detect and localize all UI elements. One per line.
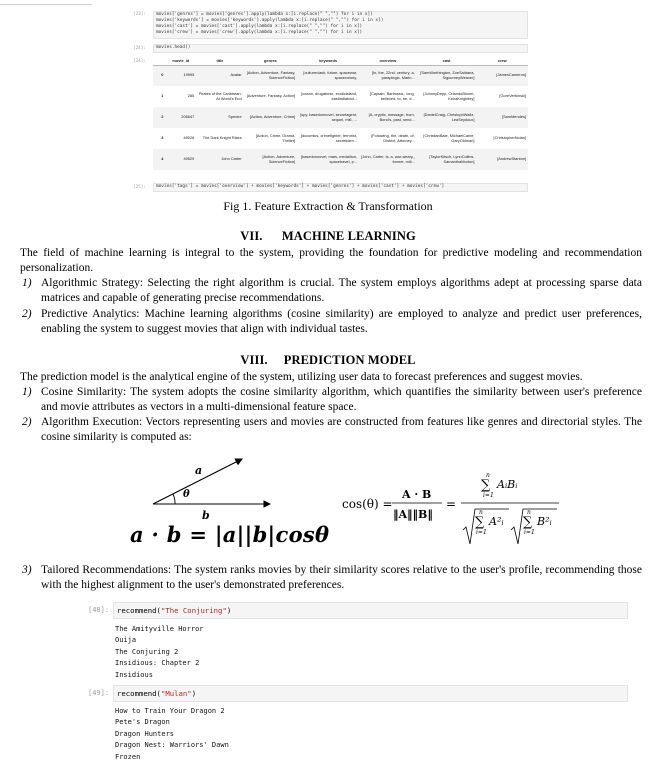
table-cell: 0	[153, 65, 165, 86]
table-row	[153, 65, 528, 86]
formula-denominator: ‖A‖‖B‖	[393, 508, 433, 521]
list-text: Algorithmic Strategy: Selecting the right algorithm is crucial. The system employs algorithms adept at processing sparse data matrices and capable of generating precise recommendations.	[41, 277, 642, 304]
table-cell: [In, the, 22nd, century, a, paraplegic, Marin...	[359, 65, 417, 86]
code-string: "Mulan"	[160, 689, 192, 698]
formula-numerator: A · B	[402, 488, 432, 501]
sum-term: AᵢBᵢ	[497, 478, 518, 491]
table-cell: [DanielCraig, ChristophWaltz, LeaSeydoux]	[417, 107, 477, 128]
table-cell: [John, Carter, is, a, war-weary,, former, mili...	[359, 149, 417, 170]
feature-extraction-figure	[133, 8, 528, 193]
table-cell: 4	[153, 149, 165, 170]
svg-text:i=1: i=1	[524, 529, 535, 536]
column-header: crew	[476, 57, 528, 65]
cell-output	[115, 706, 655, 763]
table-cell: [Action, Adventure, Fantasy, ScienceFiction]	[244, 65, 298, 86]
list-item	[22, 385, 642, 414]
formula-lhs: cos(θ) =	[342, 497, 393, 511]
table-cell: [Captain, Barbossa,, long, believed, to, be, d...	[369, 90, 415, 101]
cell-prompt: [23]:	[133, 12, 146, 17]
table-cell: [A, cryptic, message, from, Bond's, past, send...	[359, 107, 417, 128]
table-cell: [ocean, drugabuse, exoticisland, eastindiatrad...	[301, 90, 358, 101]
column-header	[153, 57, 165, 65]
sum-lower-limit: i=1	[483, 492, 494, 499]
code-function: recommend(	[117, 689, 161, 698]
output-line: Ouija	[115, 636, 137, 645]
cell-prompt: [24]:	[133, 46, 146, 51]
list-number: 3)	[22, 564, 32, 576]
list-item	[22, 415, 642, 444]
section-heading: VII. MACHINE LEARNING	[240, 229, 416, 243]
table-row	[153, 107, 528, 128]
code-function: )	[191, 689, 197, 698]
output-line: The Conjuring 2	[115, 647, 179, 656]
cosine-similarity-formula	[335, 468, 560, 550]
output-prompt: [24]:	[133, 59, 146, 64]
table-cell: [GoreVerbinski]	[499, 93, 526, 99]
svg-text:A²ᵢ: A²ᵢ	[489, 515, 504, 528]
output-line: Dragon Nest: Warriors' Dawn	[115, 741, 229, 750]
svg-text:i=1: i=1	[476, 529, 487, 536]
table-cell: John Carter	[196, 149, 243, 170]
code-function: recommend(	[117, 606, 161, 615]
list-item	[22, 563, 642, 592]
cell-output	[115, 624, 655, 681]
table-row	[153, 86, 528, 107]
column-header: overview	[359, 57, 417, 65]
table-cell: [basedonnovel, mars, medallion, spacetravel, p...	[297, 149, 359, 170]
code-string: "The Conjuring"	[160, 606, 227, 615]
table-cell: Pirates of the Caribbean: At World's End	[198, 90, 242, 101]
cell-prompt: [48]:	[88, 606, 110, 614]
column-header: cast	[417, 57, 477, 65]
code-cell	[153, 183, 528, 192]
svg-text:n: n	[479, 509, 483, 516]
list-number: 2)	[22, 308, 32, 320]
table-cell: Avatar	[196, 65, 243, 86]
table-cell: 1	[161, 93, 164, 99]
dot-product-formula: a · b = |a||b|cosθ	[130, 522, 330, 547]
paragraph: The field of machine learning is integral to the system, providing the foundation for predictive modeling and recommendation personalization.	[20, 247, 642, 274]
output-line: Insidious	[115, 670, 153, 679]
vector-a-label: a	[195, 464, 203, 477]
table-cell: [ChristianBale, MichaelCaine, GaryOldman]	[423, 132, 475, 143]
cell-prompt: [49]:	[88, 689, 110, 697]
list-item	[22, 276, 642, 305]
column-header: keywords	[297, 57, 359, 65]
output-line: Pete's Dragon	[115, 718, 170, 727]
table-cell: 49026	[183, 135, 195, 141]
figure-caption: Fig 1. Feature Extraction & Transformation	[223, 199, 433, 213]
table-cell: 3	[161, 135, 164, 141]
table-row	[153, 128, 528, 149]
table-cell: [Action, Adventure, Crime]	[244, 107, 298, 128]
table-cell: Spectre	[196, 107, 243, 128]
code-line: movies['genres'] = movies['genres'].apply(lambda x:[i.replace(" ","") for i in x])	[156, 12, 373, 17]
table-cell: [SamMendes]	[476, 107, 528, 128]
cell-prompt: [25]:	[133, 185, 146, 190]
column-header: title	[196, 57, 243, 65]
table-cell: [Following, the, death, of, District, Attorney...	[371, 132, 415, 143]
sum-symbol: ∑	[481, 478, 491, 493]
svg-text:∑: ∑	[475, 515, 485, 530]
paragraph: The prediction model is the analytical engine of the system, utilizing user data to forecast preferences and suggest movies.	[20, 371, 583, 383]
column-header: genres	[244, 57, 298, 65]
code-line: movies.head()	[156, 45, 191, 50]
code-cell[interactable]	[113, 685, 628, 702]
vector-b-label: b	[202, 509, 210, 522]
table-cell: [ChristopherNolan]	[493, 135, 526, 141]
top-rule	[0, 0, 92, 5]
list-number: 1)	[22, 386, 32, 398]
table-cell: [dccomics, crimefighter, terrorist, secretiden...	[301, 132, 358, 143]
table-cell: [Adventure, Fantasy, Action]	[246, 93, 296, 99]
column-header: movie_id	[165, 57, 196, 65]
table-cell: [AndrewStanton]	[476, 149, 528, 170]
list-text: Cosine Similarity: The system adopts the cosine similarity algorithm, which quantifies the similarity between user's preference and movie attributes as vectors in a multi-dimensional feature space.	[41, 386, 642, 413]
code-line: movies['cast'] = movies['cast'].apply(lambda x:[i.replace(" ","") for i in x])	[156, 24, 363, 29]
table-cell: [Action, Crime, Drama, Thriller]	[255, 132, 296, 143]
table-cell: [JohnnyDepp, OrlandoBloom, KeiraKnightley]	[423, 90, 475, 101]
code-cell	[153, 11, 528, 39]
sum-upper-limit: n	[486, 472, 490, 479]
dataframe-table	[153, 57, 528, 170]
theta-label: θ	[183, 489, 190, 500]
code-cell	[153, 44, 528, 53]
table-cell: [spy, basedonnovel, secretagent, sequel, mi6, ...	[297, 107, 359, 128]
table-cell: 285	[187, 93, 195, 99]
table-cell: [SamWorthington, ZoeSaldana, SigourneyWeaver]	[417, 65, 477, 86]
table-cell: The Dark Knight Rises	[202, 135, 242, 141]
svg-text:B²ᵢ: B²ᵢ	[537, 515, 552, 528]
table-cell: 19995	[165, 65, 196, 86]
list-text: Tailored Recommendations: The system ranks movies by their similarity scores relative to the user's profile, recommending those with the highest alignment to the user's demonstrated preferences.	[41, 564, 642, 591]
svg-text:∑: ∑	[523, 515, 533, 530]
table-cell: [JamesCameron]	[476, 65, 528, 86]
output-line: Dragon Hunters	[115, 729, 175, 738]
list-item	[22, 307, 642, 336]
list-number: 1)	[22, 277, 32, 289]
table-cell: 49529	[165, 149, 196, 170]
output-line: How to Train Your Dragon 2	[115, 707, 225, 715]
output-line: The Amityville Horror	[115, 625, 204, 633]
table-cell: [TaylorKitsch, LynnCollins, SamanthaMorton]	[417, 149, 477, 170]
table-row	[153, 149, 528, 170]
svg-text:n: n	[527, 509, 531, 516]
table-cell: [cultureclash, future, spacewar, spacecolony,	[297, 65, 359, 86]
section-heading: VIII. PREDICTION MODEL	[240, 353, 416, 367]
list-number: 2)	[22, 416, 32, 428]
table-cell: [Action, Adventure, ScienceFiction]	[244, 149, 298, 170]
formula-equals: =	[446, 497, 457, 511]
list-text: Predictive Analytics: Machine learning algorithms (cosine similarity) are employed to analyze and predict user preferences, enabling the system to suggest movies that align with individual tastes.	[41, 308, 642, 335]
output-line: Frozen	[115, 752, 141, 761]
output-line: Insidious: Chapter 2	[115, 659, 200, 668]
code-line: movies['crew'] = movies['crew'].apply(lambda x:[i.replace(" ","") for i in x])	[156, 30, 363, 35]
code-line: movies['tags'] = movies['overview'] + movies['keywords'] + movies['genres'] + movies['cast'] + movies['crew']	[156, 184, 445, 189]
table-cell: 206647	[165, 107, 196, 128]
list-text: Algorithm Execution: Vectors representing users and movies are constructed from features like genres and directorial styles. The cosine similarity is computed as:	[41, 416, 642, 443]
code-function: )	[226, 606, 232, 615]
code-cell[interactable]	[113, 602, 628, 619]
table-header-row	[153, 57, 528, 65]
table-cell: 2	[153, 107, 165, 128]
angle-arc	[173, 494, 175, 504]
code-line: movies['keywords'] = movies['keywords'].apply(lambda x:[i.replace(" ","") for i in x])	[156, 18, 384, 23]
